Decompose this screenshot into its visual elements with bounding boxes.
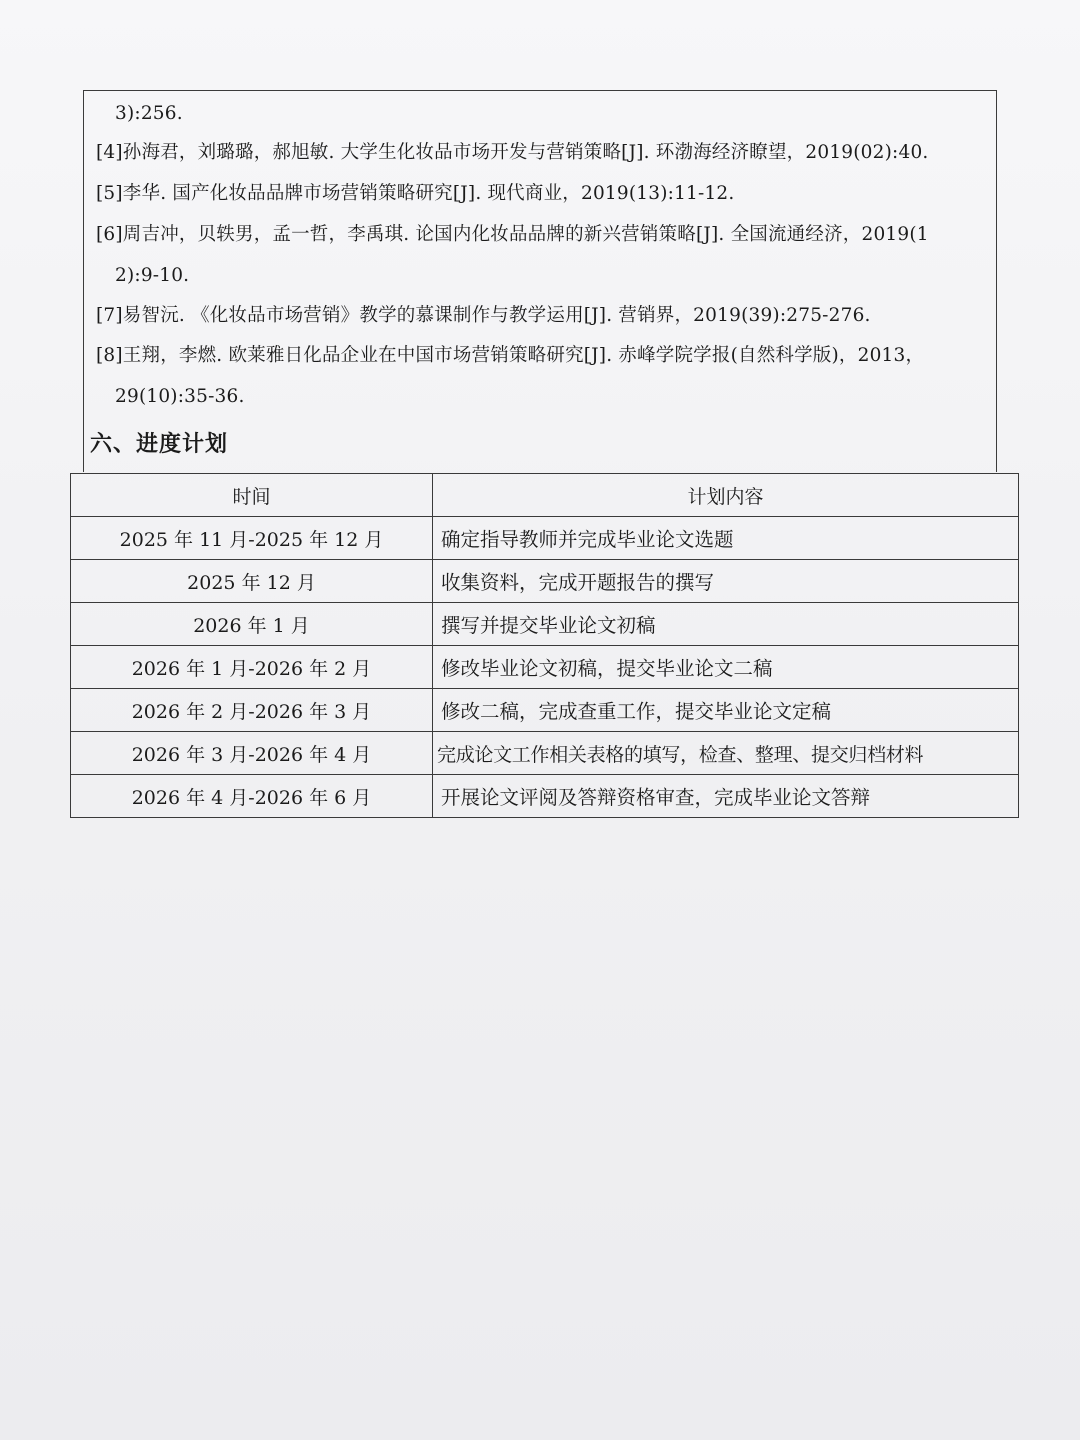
table-row (71, 646, 1019, 689)
row-time: 2026 年 4 月-2026 年 6 月 (71, 775, 433, 818)
reference-line: 3):256. (115, 103, 183, 124)
reference-item-6: [6]周吉冲，贝轶男，孟一哲，李禹琪. 论国内化妆品品牌的新兴营销策略[J]. 全国流通经济，2019(1 (96, 224, 929, 245)
table-row (71, 775, 1019, 818)
reference-item-5: [5]李华. 国产化妆品品牌市场营销策略研究[J]. 现代商业，2019(13):11-12. (96, 183, 735, 204)
table-row (71, 732, 1019, 775)
schedule-table (70, 473, 1019, 818)
header-time: 时间 (71, 474, 433, 517)
section-title: 六、进度计划 (90, 432, 229, 457)
header-content: 计划内容 (433, 474, 1019, 517)
table-header-row (71, 474, 1019, 517)
row-time: 2025 年 12 月 (71, 560, 433, 603)
row-content: 撰写并提交毕业论文初稿 (433, 603, 1019, 646)
reference-item-8: [8]王翔，李燃. 欧莱雅日化品企业在中国市场营销策略研究[J]. 赤峰学院学报(自然科学版)，2013， (96, 345, 925, 366)
row-content: 修改毕业论文初稿，提交毕业论文二稿 (433, 646, 1019, 689)
row-time: 2026 年 3 月-2026 年 4 月 (71, 732, 433, 775)
row-time: 2026 年 1 月-2026 年 2 月 (71, 646, 433, 689)
reference-item-4: [4]孙海君，刘璐璐，郝旭敏. 大学生化妆品市场开发与营销策略[J]. 环渤海经济瞭望，2019(02):40. (96, 142, 929, 163)
row-content: 修改二稿，完成查重工作，提交毕业论文定稿 (433, 689, 1019, 732)
table-row (71, 517, 1019, 560)
table-row (71, 689, 1019, 732)
row-time: 2026 年 1 月 (71, 603, 433, 646)
reference-line: 29(10):35-36. (115, 386, 245, 407)
reference-item-7: [7]易智沅. 《化妆品市场营销》教学的慕课制作与教学运用[J]. 营销界，2019(39):275-276. (96, 305, 871, 326)
row-content: 确定指导教师并完成毕业论文选题 (433, 517, 1019, 560)
reference-line: 2):9-10. (115, 265, 190, 286)
row-content: 开展论文评阅及答辩资格审查，完成毕业论文答辩 (433, 775, 1019, 818)
row-content: 收集资料，完成开题报告的撰写 (433, 560, 1019, 603)
table-row (71, 560, 1019, 603)
row-time: 2025 年 11 月-2025 年 12 月 (71, 517, 433, 560)
table-row (71, 603, 1019, 646)
row-time: 2026 年 2 月-2026 年 3 月 (71, 689, 433, 732)
row-content: 完成论文工作相关表格的填写，检查、整理、提交归档材料 (433, 732, 1019, 775)
